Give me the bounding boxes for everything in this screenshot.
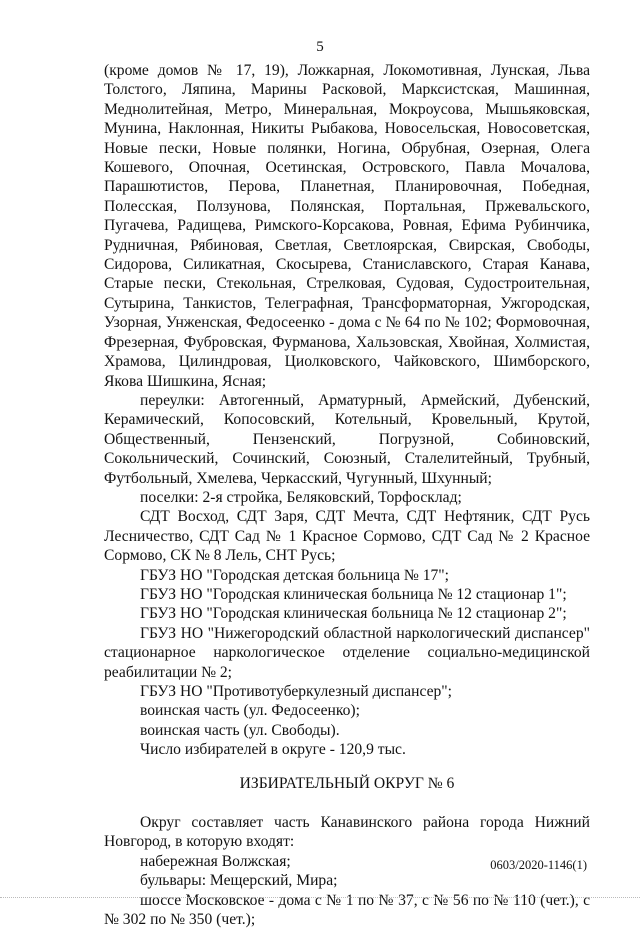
bottom-divider <box>0 897 640 898</box>
institution-item: ГБУЗ НО "Противотуберкулезный диспансер"; <box>140 683 452 700</box>
institution-item: ГБУЗ НО "Городская клиническая больница № 12 стационар 1"; <box>140 585 567 603</box>
lanes-paragraph: переулки: Автогенный, Арматурный, Армейский, Дубенский, Керамический, Копосовский, Котельный, Кровельный, Крутой, Общественный, Пензенский, Погрузной, Собиновский, Сокольнический, Сочинский, Союзный, Сталелитейный, Трубный, Футбольный, Хмелева, Черкасский, Чугунный, Шхунный; <box>104 391 590 487</box>
garden-societies-paragraph: СДТ Восход, СДТ Заря, СДТ Мечта, СДТ Нефтяник, СДТ Русь Лесничество, СДТ Сад № 1 Красное Сормово, СДТ Сад № 2 Красное Сормово, СК № 8 Лель, СНТ Русь; <box>104 508 590 565</box>
boulevards-item: бульвары: Мещерский, Мира; <box>140 872 338 890</box>
highway-item: шоссе Московское - дома с № 1 по № 37, с № 56 по № 110 (чет.), с № 302 по № 350 (чет.); <box>104 891 590 929</box>
settlements-paragraph: поселки: 2-я стройка, Беляковский, Торфосклад; <box>140 488 462 506</box>
document-body <box>104 61 590 929</box>
military-unit-item: воинская часть (ул. Федосеенко); <box>140 702 360 720</box>
institution-item: ГБУЗ НО "Городская клиническая больница № 12 стационар 2"; <box>140 605 567 623</box>
institution-item: ГБУЗ НО "Нижегородский областной наркологический диспансер" стационарное наркологическое отделение социально-медицинской реабилитации № 2; <box>104 624 590 681</box>
district-intro: Округ составляет часть Канавинского района города Нижний Новгород, в которую входят: <box>104 814 590 851</box>
streets-paragraph-continued: (кроме домов № 17, 19), Ложкарная, Локомотивная, Лунская, Льва Толстого, Ляпина, Марины Расковой, Марксистская, Машинная, Меднолитейная, Метро, Минеральная, Мокроусова, Мышьяковская, Мунина, Наклонная, Никиты Рыбакова, Новосельская, Новосоветская, Новые пески, Новые полянки, Ногина, Обрубная, Озерная, Олега Кошевого, Опочная, Осетинская, Островского, Павла Мочалова, Парашютистов, Перова, Планетная, Планировочная, Победная, Полесская, Ползунова, Полянская, Портальная, Пржевальского, Пугачева, Радищева, Римского-Корсакова, Ровная, Ефима Рубинчика, Рудничная, Рябиновая, Светлая, Светлоярская, Свирская, Свободы, Сидорова, Силикатная, Скосырева, Станиславского, Старая Канава, Старые пески, Стекольная, Стрелковая, Судовая, Судостроительная, Сутырина, Танкистов, Телеграфная, Трансформаторная, Ужгородская, Узорная, Унженская, Федосеенко - дома с № 64 по № 102; Формовочная, Фрезерная, Фубровская, Фурманова, Хальзовская, Хвойная, Холмистая, Храмова, Цилиндровая, Циолковского, Чайковского, Шимборского, Якова Шишкина, Ясная; <box>104 62 590 390</box>
document-code: 0603/2020-1146(1) <box>490 858 587 872</box>
voter-count: Число избирателей в округе - 120,9 тыс. <box>140 741 406 759</box>
institution-item: ГБУЗ НО "Городская детская больница № 17"; <box>140 566 449 584</box>
section-heading: ИЗБИРАТЕЛЬНЫЙ ОКРУГ № 6 <box>239 774 455 792</box>
page-number: 5 <box>316 39 324 55</box>
military-unit-item: воинская часть (ул. Свободы). <box>140 721 340 739</box>
embankment-item: набережная Волжская; <box>140 852 291 870</box>
